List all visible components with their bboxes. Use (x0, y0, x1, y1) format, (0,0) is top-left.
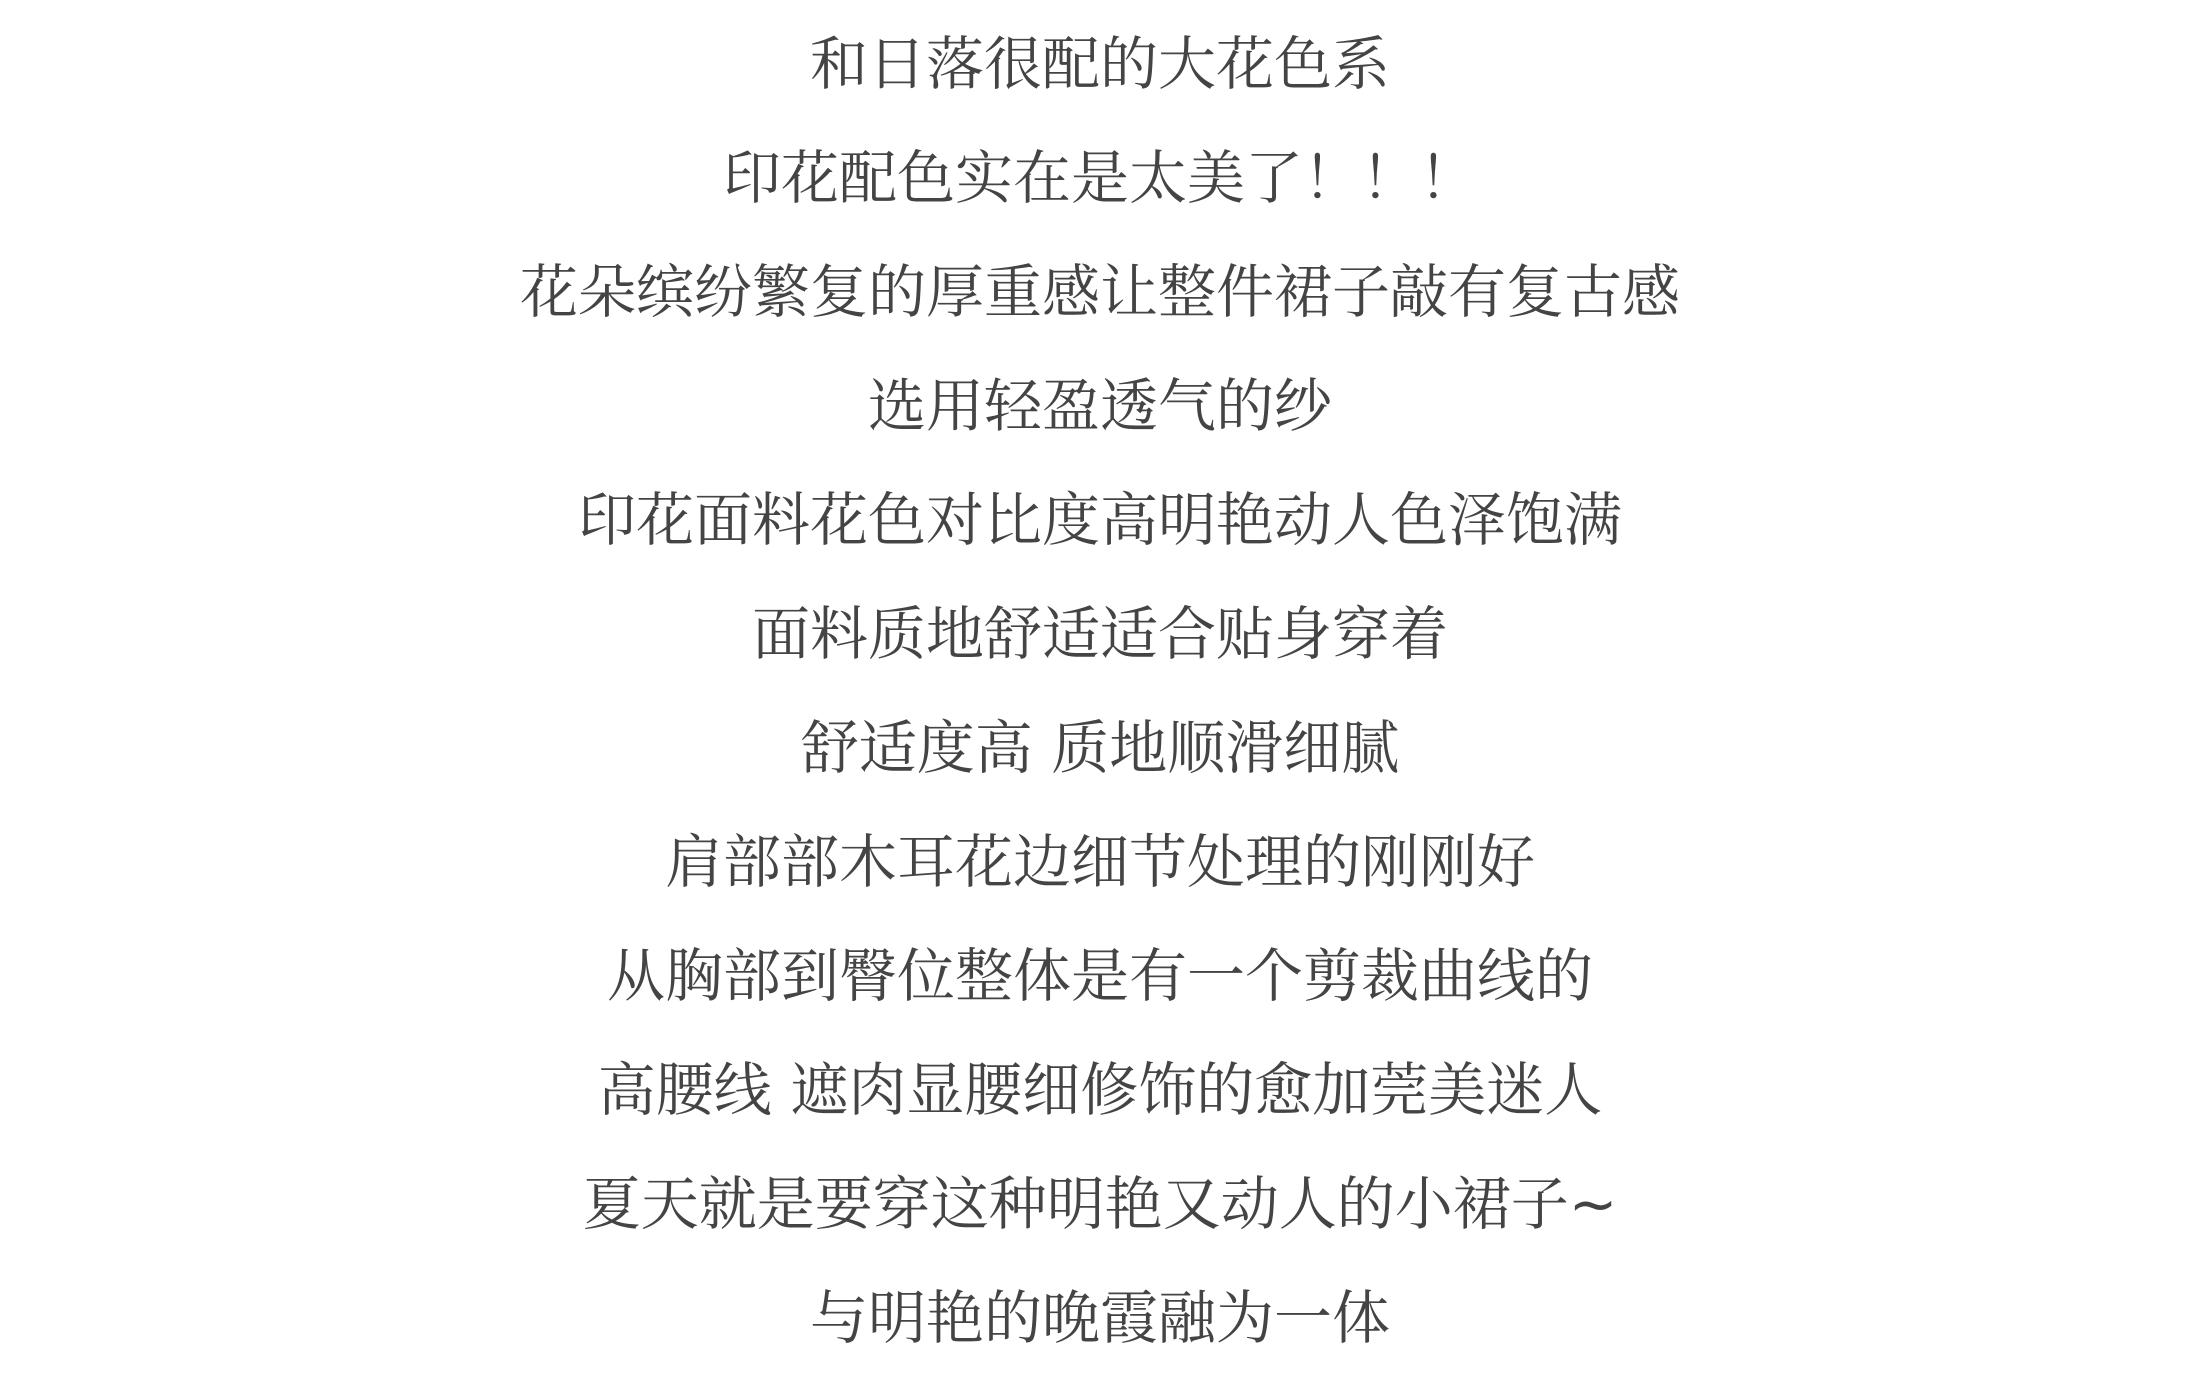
text-line-5: 印花面料花色对比度高明艳动人色泽饱满 (577, 486, 1622, 554)
text-line-4: 选用轻盈透气的纱 (867, 372, 1332, 440)
text-line-8: 肩部部木耳花边细节处理的刚刚好 (664, 828, 1535, 896)
text-line-6: 面料质地舒适适合贴身穿着 (751, 600, 1448, 668)
text-line-9: 从胸部到臀位整体是有一个剪裁曲线的 (606, 942, 1593, 1010)
text-line-3: 花朵缤纷繁复的厚重感让整件裙子敲有复古感 (519, 258, 1680, 326)
text-line-2: 印花配色实在是太美了！！！ (722, 144, 1477, 212)
text-line-11: 夏天就是要穿这种明艳又动人的小裙子~ (582, 1170, 1618, 1238)
text-line-10: 高腰线 遮肉显腰细修饰的愈加莞美迷人 (597, 1056, 1603, 1124)
text-line-12: 与明艳的晚霞融为一体 (809, 1284, 1390, 1352)
text-line-1: 和日落很配的大花色系 (809, 30, 1390, 98)
text-line-7: 舒适度高 质地顺滑细腻 (800, 714, 1400, 782)
